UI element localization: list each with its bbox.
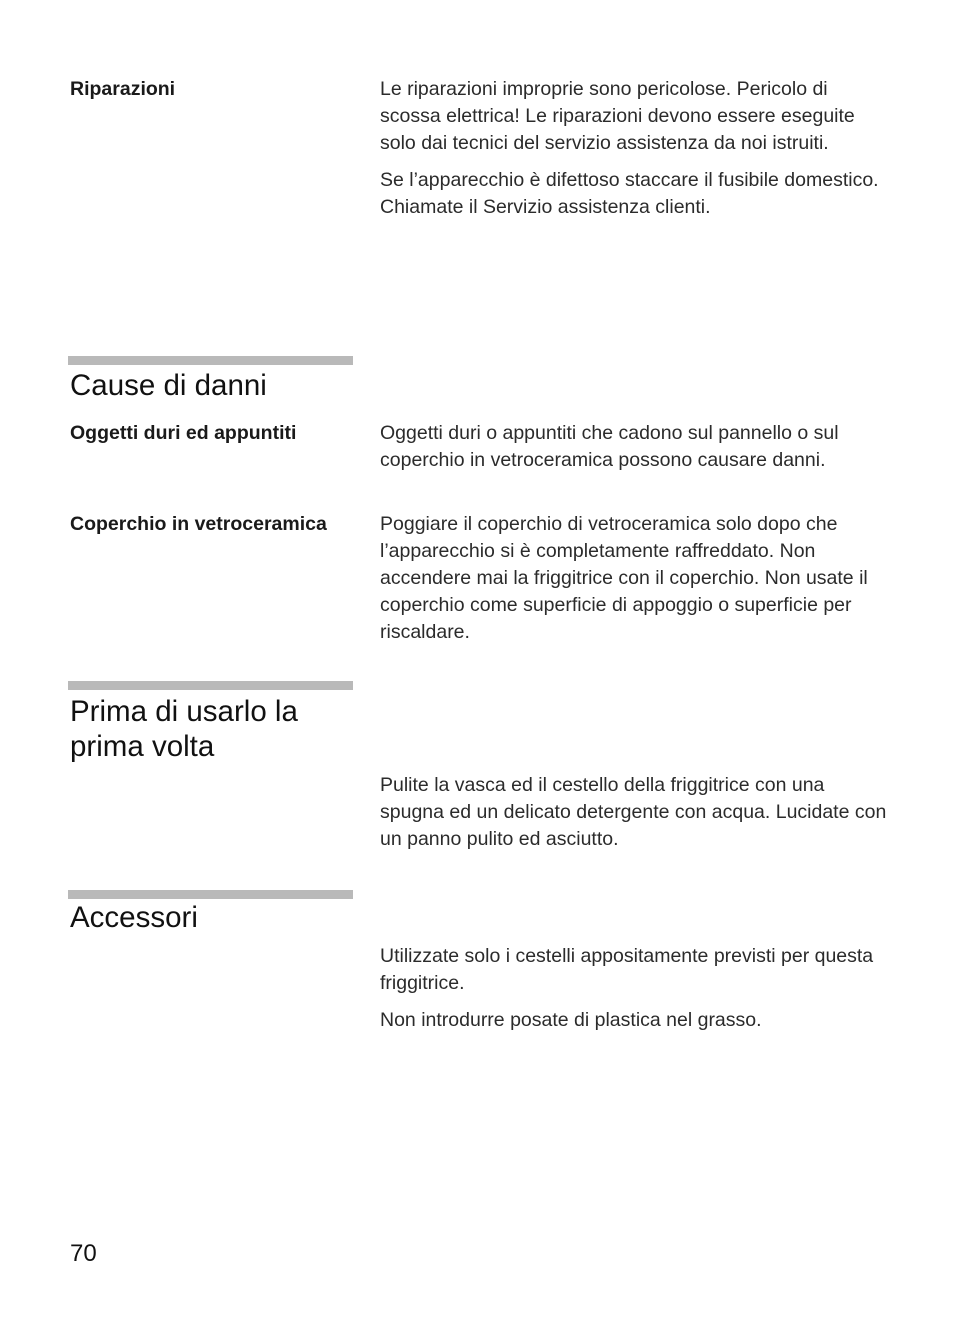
- hard-objects-text: [380, 420, 890, 484]
- accessories-paragraph-1: Utilizzate solo i cestelli appositamente previsti per questa friggitrice.: [380, 945, 874, 994]
- glass-lid-text: [380, 511, 890, 656]
- damage-heading: Cause di danni: [70, 369, 267, 402]
- first-use-heading: Prima di usarlo la prima volta: [70, 695, 298, 763]
- first-use-paragraph: Pulite la vasca ed il cestello della friggitrice con una spugna ed un delicato detergente con acqua. Lucidate con un panno pulito ed asciutto.: [380, 774, 887, 850]
- first-use-text: [380, 772, 890, 863]
- glass-lid-label: Coperchio in vetroceramica: [70, 513, 327, 535]
- accessories-heading: Accessori: [70, 901, 198, 934]
- hard-objects-label: Oggetti duri ed appuntiti: [70, 422, 297, 444]
- accessories-paragraph-2: Non introdurre posate di plastica nel grasso.: [380, 1009, 762, 1031]
- repairs-text: [380, 76, 890, 231]
- repairs-label: Riparazioni: [70, 78, 176, 100]
- glass-lid-paragraph: Poggiare il coperchio di vetroceramica solo dopo che l’apparecchio si è completamente raffreddato. Non accendere mai la friggitrice con il coperchio. Non usate il coperchio come superficie di appoggio o superficie per riscaldare.: [380, 513, 868, 643]
- section-rule-first-use: [68, 681, 353, 690]
- hard-objects-paragraph: Oggetti duri o appuntiti che cadono sul pannello o sul coperchio in vetroceramica possono causare danni.: [380, 422, 839, 471]
- accessories-text: [380, 943, 890, 1044]
- repairs-paragraph-2: Se l’apparecchio è difettoso staccare il fusibile domestico. Chiamate il Servizio assistenza clienti.: [380, 169, 879, 218]
- repairs-paragraph-1: Le riparazioni improprie sono pericolose. Pericolo di scossa elettrica! Le riparazioni devono essere eseguite solo dai tecnici del servizio assistenza da noi istruiti.: [380, 78, 855, 154]
- section-rule-accessories: [68, 890, 353, 899]
- section-rule-damage: [68, 356, 353, 365]
- page-number: 70: [70, 1240, 97, 1267]
